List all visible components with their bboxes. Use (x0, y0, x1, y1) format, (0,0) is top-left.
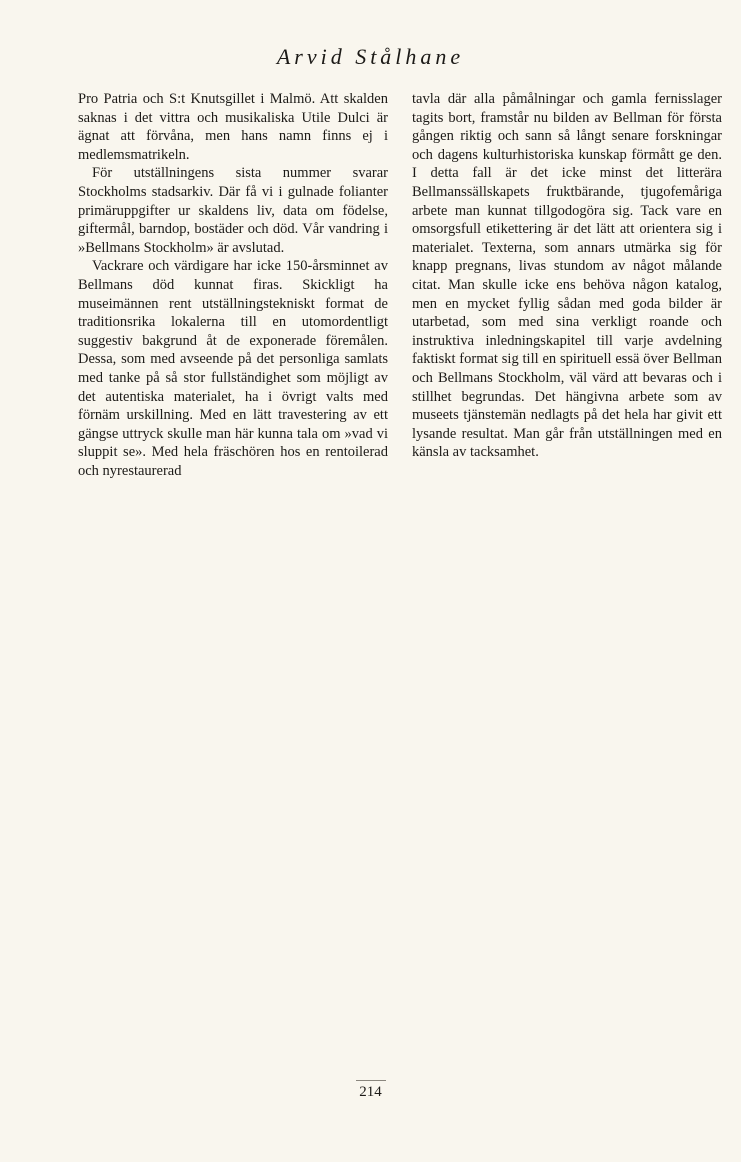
left-column (78, 90, 388, 480)
page-number: 214 (359, 1084, 382, 1100)
paragraph: Vackrare och värdigare har icke 150-årsminnet av Bellmans död kunnat firas. Skickligt ha museimännen rent utställningstekniskt format de traditionsrika lokalerna till en utomordentligt suggestiv bakgrund åt de exponerade föremålen. Dessa, som med avseende på det personliga samlats med tanke på så stor fullständighet som möjligt av det autentiska materialet, ha i övrigt valts med förnäm urskillning. Med en lätt travestering av ett gängse uttryck skulle man här kunna tala om »vad vi sluppit se». Med hela fräschören hos en rentoilerad och nyrestaurerad (78, 258, 388, 479)
folio-rule (356, 1080, 386, 1081)
paragraph: För utställningens sista nummer svarar Stockholms stadsarkiv. Där få vi i gulnade folianter primäruppgifter ur skaldens liv, data om födelse, giftermål, barndop, bostäder och död. Vår vandring i »Bellmans Stockholm» är avslutad. (78, 165, 388, 256)
paragraph: Pro Patria och S:t Knutsgillet i Malmö. Att skalden saknas i det vittra och musikaliska Utile Dulci är ägnat att förvåna, men hans namn finns ej i medlemsmatrikeln. (78, 91, 388, 163)
right-column (412, 90, 722, 462)
running-head: Arvid Stålhane (276, 44, 465, 69)
paragraph: tavla där alla påmålningar och gamla fernisslager tagits bort, framstår nu bilden av Bellman för första gången riktig och sann så långt senare forskningar och dagens kulturhistoriska kunskap förmått ge den. I detta fall är det icke minst det litterära Bellmanssällskapets fruktbärande, tjugofemåriga arbete man kunnat tillgodogöra sig. Tack vare en omsorgsfull etikettering är det lätt att orientera sig i materialet. Texterna, som annars utmärka sig för knapp pregnans, livas stundom av något målande citat. Man skulle icke ens behöva någon katalog, men en mycket fyllig sådan med goda bilder är utarbetad, som med sina verkligt roande och instruktiva inledningskapitel till varje avdelning faktiskt format sig till en spirituell essä över Bellman och Bellmans Stockholm, väl värd att bevaras och i stillhet begrundas. Det hängivna arbete som av museets tjänstemän nedlagts på det hela har givit ett lysande resultat. Man går från utställningen med en känsla av tacksamhet. (412, 91, 722, 461)
